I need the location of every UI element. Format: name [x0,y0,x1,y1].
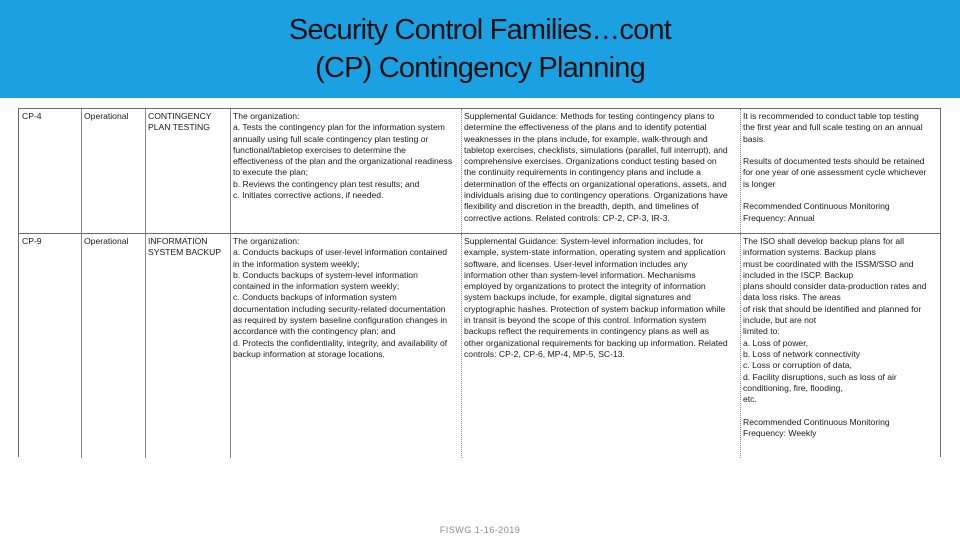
cell-line: other organizational requirements for backing up information. Related [464,337,728,348]
implementation-notes [743,236,939,439]
column-divider [145,234,146,458]
control-id: CP-4 [22,111,42,121]
cell-line: Recommended Continuous Monitoring [743,416,890,427]
cell-line: contained in the information system weekly; [233,281,400,292]
cell-line: to execute the plan; [233,167,309,178]
cell-line: etc. [743,394,757,405]
cell-line: example, system-state information, operating system and application [464,247,726,258]
cell-line: It is recommended to conduct table top testing [743,111,919,121]
cell-line: tabletop exercises, checklists, simulations (parallel, full interrupt), and [464,144,728,155]
cell-line: controls: CP-2, CP-6, MP-4, MP-5, SC-13. [464,348,625,359]
column-divider [461,109,463,233]
cell-line: annually using full scale contingency plan testing or [233,133,429,144]
cell-line: Recommended Continuous Monitoring [743,201,890,212]
cell-line: software, and licenses. User-level information includes any [464,258,688,269]
control-type: Operational [84,236,129,246]
cell-line: individuals arising due to contingency operations. Organizations have [464,190,728,201]
cell-line: b. Conducts backups of system-level information [233,269,418,280]
cell-line: basis. [743,133,766,144]
cell-line: information systems. Backup plans [743,247,876,258]
cell-line: determination of the effects on organizational operations, assets, and [464,178,727,189]
cell-line: PLAN TESTING [148,122,210,133]
cell-line: documentation including security-related documentation [233,303,446,314]
cell-line: Frequency: Annual [743,212,815,223]
column-divider [145,109,146,233]
cell-line: must be coordinated with the ISSM/SSO and [743,258,914,269]
cell-line [743,145,939,156]
cell-line: d. Protects the confidentiality, integrity, and availability of [233,337,448,348]
control-requirement [233,111,461,201]
control-type: Operational [84,111,129,121]
cell-line: plans should consider data-production rates and [743,281,927,292]
cell-line: effectiveness of the plan and the organizational readiness [233,156,453,167]
cell-line: included in the ISCP. Backup [743,269,854,280]
control-requirement [233,236,461,360]
cell-line: in transit is beyond the scope of this control. Information system [464,315,707,326]
cell-line: conditioning, fire, flooding, [743,382,843,393]
column-divider [81,234,82,458]
cell-line: is longer [743,178,776,189]
cell-line: functional/tabletop exercises to determine the [233,144,406,155]
cell-line: CONTINGENCY [148,111,212,121]
column-divider [81,109,82,233]
supplemental-guidance [464,111,741,224]
cell-line: a. Conducts backups of user-level information contained [233,247,448,258]
cell-line: c. Conducts backups of information system [233,292,397,303]
slide-subtitle: (CP) Contingency Planning [315,52,645,84]
column-divider [461,234,463,458]
cell-line: employed by organizations to protect the integrity of information [464,281,706,292]
cell-line: data loss risks. The areas [743,292,841,303]
cell-line: The organization: [233,111,300,121]
column-divider [230,234,231,458]
cell-line: determine the effectiveness of the plans and to identify potential [464,122,707,133]
table-row [19,108,940,233]
cell-line: the first year and full scale testing on an annual [743,122,923,133]
supplemental-guidance [464,236,741,360]
control-name [148,111,232,134]
cell-line: The ISO shall develop backup plans for all [743,236,904,246]
cell-line: b. Loss of network connectivity [743,348,861,359]
implementation-notes [743,111,939,224]
cell-line: a. Loss of power, [743,337,808,348]
cell-line: backup information at storage locations. [233,348,385,359]
cell-line: Frequency: Weekly [743,428,817,439]
cell-line: INFORMATION [148,236,208,246]
cell-line: Results of documented tests should be retained [743,156,925,167]
cell-line: in the information system weekly; [233,258,360,269]
table-row [19,233,940,458]
cell-line: the continuity requirements in contingency plans and include a [464,167,701,178]
cell-line: Supplemental Guidance: System-level information includes, for [464,236,704,246]
cell-line: backups reflect the requirements in contingency plans as well as [464,326,710,337]
slide-title: Security Control Families…cont [288,14,672,46]
cell-line: comprehensive exercises. Organizations conduct testing based on [464,156,717,167]
cell-line: c. Initiates corrective actions, if needed. [233,190,384,201]
cell-line: d. Facility disruptions, such as loss of air [743,371,897,382]
cell-line: c. Loss or corruption of data, [743,360,852,371]
footer-text: FISWG 1-16-2019 [439,525,521,535]
control-name [148,236,232,259]
cell-line: Supplemental Guidance: Methods for testing contingency plans to [464,111,715,121]
cell-line [743,190,939,201]
cell-line: of risk that should be identified and planned for [743,303,922,314]
title-banner [0,0,960,98]
cell-line: include, but are not [743,315,817,326]
cell-line: weaknesses in the plans include, for example, walk-through and [464,133,708,144]
cell-line: for one year of one assessment cycle whichever [743,167,927,178]
control-id: CP-9 [22,236,42,246]
cell-line: flexibility and discretion in the breadth, depth, and timelines of [464,201,699,212]
cell-line: SYSTEM BACKUP [148,247,222,258]
controls-table [18,108,941,457]
cell-line: b. Reviews the contingency plan test results; and [233,178,420,189]
cell-line: cryptographic hashes. Protection of system backup information while [464,303,726,314]
cell-line: system backups include, for example, digital signatures and [464,292,691,303]
cell-line: as required by system baseline configuration changes in [233,315,448,326]
cell-line: information other than system-level information. Mechanisms [464,269,696,280]
cell-line: accordance with the contingency plan; and [233,326,396,337]
cell-line: corrective actions. Related controls: CP-2, CP-3, IR-3. [464,212,670,223]
cell-line: limited to: [743,326,780,337]
cell-line: The organization: [233,236,300,246]
cell-line [743,405,939,416]
cell-line: a. Tests the contingency plan for the information system [233,122,445,133]
